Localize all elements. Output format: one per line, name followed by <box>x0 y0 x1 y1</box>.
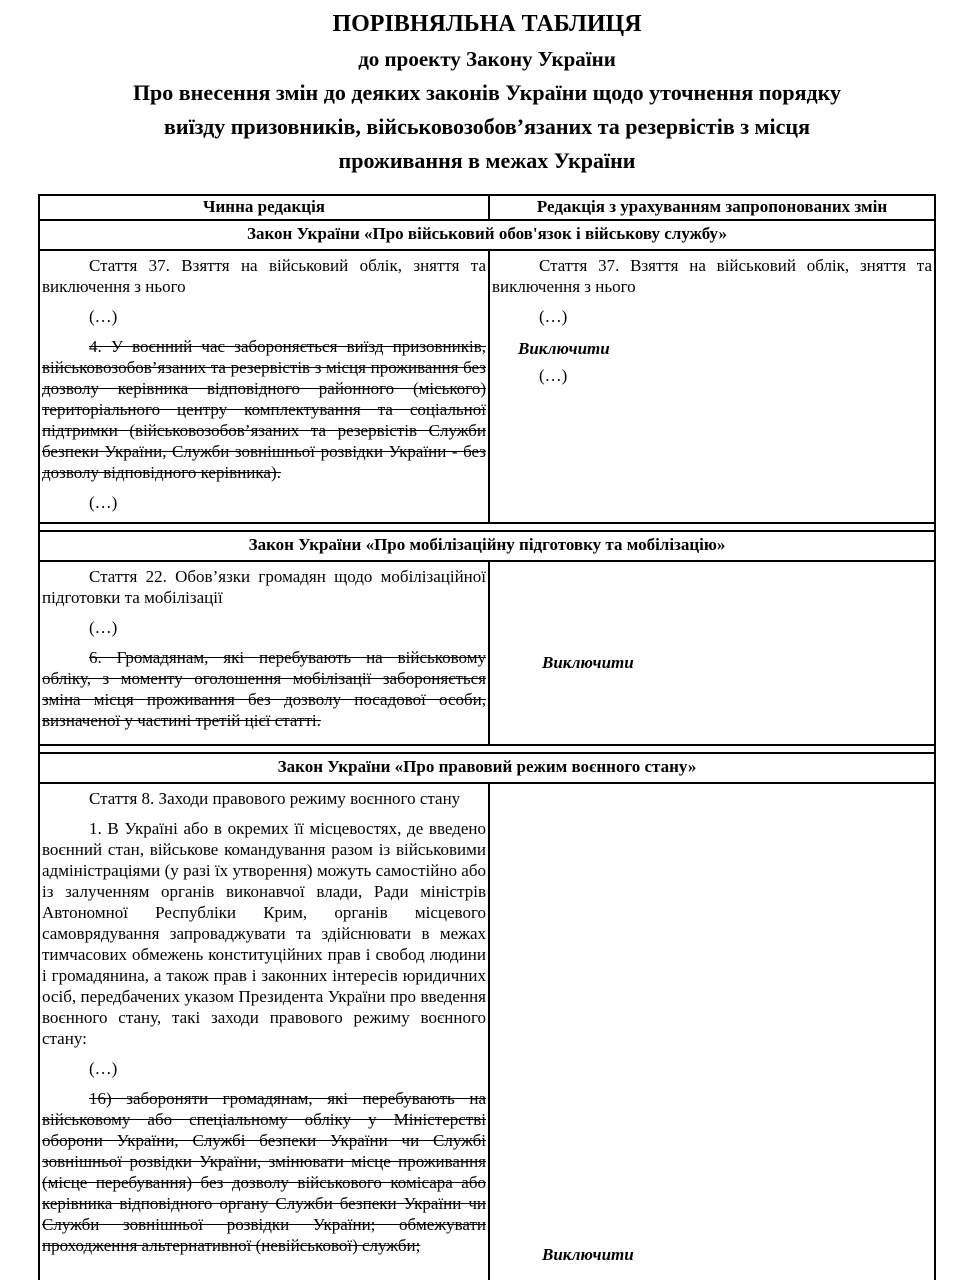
title-line-law-name-1: Про внесення змін до деяких законів України щодо уточнення порядку <box>132 80 842 105</box>
cell-proposed-article-22 <box>488 562 934 744</box>
table-row-article-8 <box>40 784 934 1280</box>
paragraph-article-8-title: Стаття 8. Заходи правового режиму воєнного стану <box>89 789 461 808</box>
document-title <box>0 0 974 178</box>
title-line-law-name-2: виїзду призовників, військовозобов’язаних та резервістів з місця <box>164 114 810 139</box>
cell-current-article-37 <box>40 251 488 522</box>
ellipsis-placeholder: (…) <box>89 307 118 326</box>
exclude-directive: Виключити <box>542 653 634 672</box>
law-section-header-military-duty: Закон України «Про військовий обов'язок і військову службу» <box>40 221 934 251</box>
row-divider-gap <box>40 746 934 754</box>
table-row-article-37 <box>40 251 934 524</box>
cell-proposed-article-8 <box>488 784 934 1280</box>
ellipsis-placeholder: (…) <box>89 618 118 637</box>
comparison-table <box>38 194 936 1280</box>
ellipsis-placeholder: (…) <box>539 307 568 326</box>
table-row-article-22 <box>40 562 934 746</box>
paragraph-article-37-title: Стаття 37. Взяття на військовий облік, зняття та виключення з нього <box>42 256 486 296</box>
column-header-current-version: Чинна редакція <box>203 197 325 216</box>
exclude-directive: Виключити <box>542 1245 634 1264</box>
cell-current-article-22 <box>40 562 488 744</box>
exclude-directive: Виключити <box>518 339 610 358</box>
column-header-proposed-version: Редакція з урахуванням запропонованих змін <box>488 196 934 219</box>
title-line-main: ПОРІВНЯЛЬНА ТАБЛИЦЯ <box>332 11 642 37</box>
ellipsis-placeholder: (…) <box>539 366 568 385</box>
paragraph-article-22-title: Стаття 22. Обов’язки громадян щодо мобілізаційної підготовки та мобілізації <box>42 567 486 607</box>
stricken-paragraph-item-16: 16) забороняти громадянам, які перебувають на військовому або спеціальному обліку у Міністерстві оборони України, Службі безпеки України чи Службі зовнішньої розвідки України, змінювати місце проживання (місце перебування) без дозволу військового комісара або керівника відповідного органу Служби безпеки України чи Служби зовнішньої розвідки України; обмежувати проходження альтернативної (невійськової) служби; <box>42 1089 486 1255</box>
row-divider-gap <box>40 524 934 532</box>
table-header-row <box>40 196 934 221</box>
title-line-subtitle: до проекту Закону України <box>358 47 616 71</box>
cell-current-article-8 <box>40 784 488 1280</box>
stricken-paragraph-part-6: 6. Громадянам, які перебувають на військовому обліку, з моменту оголошення мобілізації забороняється зміна місця проживання без дозволу посадової особи, визначеної у частині третій цієї статті. <box>42 648 486 730</box>
paragraph-article-37-title: Стаття 37. Взяття на військовий облік, зняття та виключення з нього <box>492 256 932 296</box>
ellipsis-placeholder: (…) <box>89 493 118 512</box>
cell-proposed-article-37 <box>488 251 934 522</box>
stricken-paragraph-part-4: 4. У воєнний час забороняється виїзд призовників, військовозобов’язаних та резервістів з місця проживання без дозволу керівника відповідного районного (міського) територіального центру комплектування та соціальної підтримки (військовозобов’язаних та резервістів Служби безпеки України, Служби зовнішньої розвідки України - без дозволу відповідного керівника). <box>42 337 486 482</box>
title-line-law-name-3: проживання в межах України <box>338 148 636 173</box>
law-section-header-mobilization: Закон України «Про мобілізаційну підготовку та мобілізацію» <box>40 532 934 562</box>
paragraph-article-8-part-1: 1. В Україні або в окремих її місцевостях, де введено воєнний стан, військове командування разом із військовими адміністраціями (у разі їх утворення) можуть самостійно або із залученням органів виконавчої влади, Ради міністрів Автономної Республіки Крим, органів місцевого самоврядування запроваджувати та здійснювати в межах тимчасових обмежень конституційних прав і свобод людини і громадянина, а також прав і законних інтересів юридичних осіб, передбачених указом Президента України про введення воєнного стану, такі заходи правового режиму воєнного стану: <box>42 819 486 1048</box>
law-section-header-martial-law: Закон України «Про правовий режим воєнного стану» <box>40 754 934 784</box>
ellipsis-placeholder: (…) <box>89 1059 118 1078</box>
